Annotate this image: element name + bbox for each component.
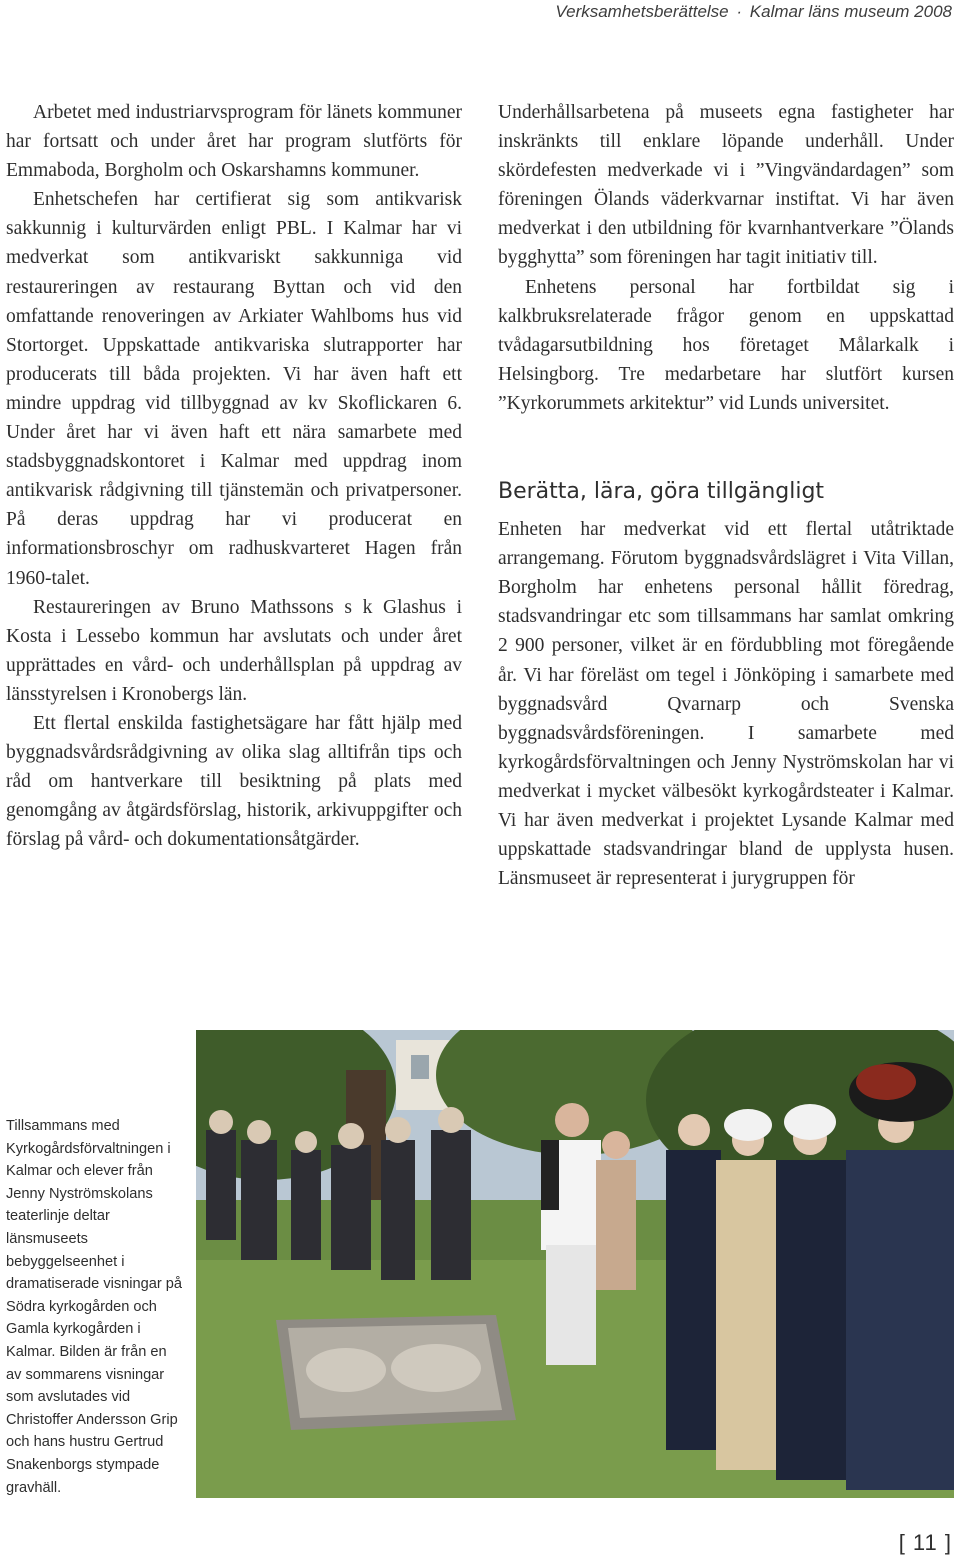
caption-text: Tillsammans med Kyrkogårdsförvaltningen i Kalmar och elever från Jenny Nyströmskolans teaterlinje deltar länsmuseets bebyggelseenhet i dramatiserade visningar på Södra kyrkogården och Gamla kyrkogården i Kalmar. Bilden är från en av sommarens visningar som avslutades vid Christoffer Andersson Grip och hans hustru Gertrud Snakenborgs stympade gravhäll.: [6, 1118, 183, 1496]
paragraph-glashus: Restaureringen av Bruno Mathssons s k Glashus i Kosta i Lessebo kommun har avslutats och under året upprättades en vård- och underhållsplan på uppdrag av länsstyrelsen i Kronobergs län.: [6, 596, 462, 705]
paragraph-underhall: Underhållsarbetena på museets egna fastigheter har inskränkts till enklare löpande underhåll. Under skördefesten medverkade vi i ”Vingvändardagen” som föreningen Ölands väderkvarnar instiftat. Vi har även medverkat i den utbildning för kvarnhantverkare ”Ölands bygghytta” som föreningen har tagit initiativ till.: [498, 102, 954, 269]
report-title: Verksamhetsberättelse: [555, 2, 729, 21]
photo-kyrkogardsteater: [196, 1030, 954, 1498]
header-separator: ·: [736, 2, 743, 21]
paragraph-arrangemang: Enheten har medverkat vid ett flertal utåtriktade arrangemang. Förutom byggnadsvårdslägret i Vita Villan, Borgholm har enhetens personal hållit föredrag, stadsvandringar etc som tillsammans har samlat omkring 2 900 personer, vilket är en fördubbling mot föregående år. Vi har föreläst om tegel i Jönköping i samarbete med byggnadsvård Qvarnarp och Svenska byggnadsvårdsföreningen. I samarbete med kyrkogårdsförvaltningen och Jenny Nyströmskolan har vi medverkat i mycket välbesökt kyrkogårdsteater i Kalmar. Vi har även medverkat i projektet Lysande Kalmar med uppskattade stadsvandringar bland de upplysta husen. Länsmuseet är representerat i jurygruppen för: [498, 519, 954, 890]
paragraph-radgivning: Ett flertal enskilda fastighetsägare har fått hjälp med byggnadsvårdsrådgivning av olika slag alltifrån tips och råd om hantverkare till besiktning på plats med genomgång av åtgärdsförslag, historik, arkivuppgifter och förslag på vård- och dokumentationsåtgärder.: [6, 712, 462, 851]
page-number: [ 11 ]: [898, 1530, 952, 1555]
paragraph-fortbildning: Enhetens personal har fortbildat sig i kalkbruksrelaterade frågor genom en uppskattad tvådagarsutbildning hos företaget Målarkalk i Helsingborg. Tre medarbetare har slutfört kursen ”Kyrkorummets arkitektur” vid Lunds universitet.: [498, 276, 954, 414]
museum-year: Kalmar läns museum 2008: [749, 2, 952, 21]
left-text-column: [6, 98, 462, 854]
photo-caption: [6, 1115, 184, 1499]
running-header: [555, 2, 952, 22]
paragraph-pbl: Enhetschefen har certifierat sig som antikvarisk sakkunnig i kulturvärden enligt PBL. I Kalmar har vi medverkat som antikvariskt sakkunniga vid restaureringen av restaurang Byttan och vid den omfattande renoveringen av Arkiater Wahlboms hus vid Stortorget. Uppskattade antikvariska slutrapporter har producerats till båda projekten. Vi har även haft ett mindre uppdrag vid tillbyggnad av kv Skoflickaren 6. Under året har vi även haft ett nära samarbete med stadsbyggnadskontoret i Kalmar med uppdrag inom antikvarisk rådgivning till tjänstemän och privatpersoner. På deras uppdrag har vi producerat en informationsbroschyr om radhuskvarteret Hagen från 1960-talet.: [6, 189, 462, 589]
paragraph-industriarv: Arbetet med industriarvsprogram för länets kommuner har fortsatt och under året har program slutförts för Emmaboda, Borgholm och Oskarshamns kommuner.: [6, 102, 462, 182]
photo-illustration: [196, 1030, 954, 1498]
section-heading: Berätta, lära, göra tillgängligt: [498, 479, 825, 505]
right-text-column: [498, 98, 954, 893]
